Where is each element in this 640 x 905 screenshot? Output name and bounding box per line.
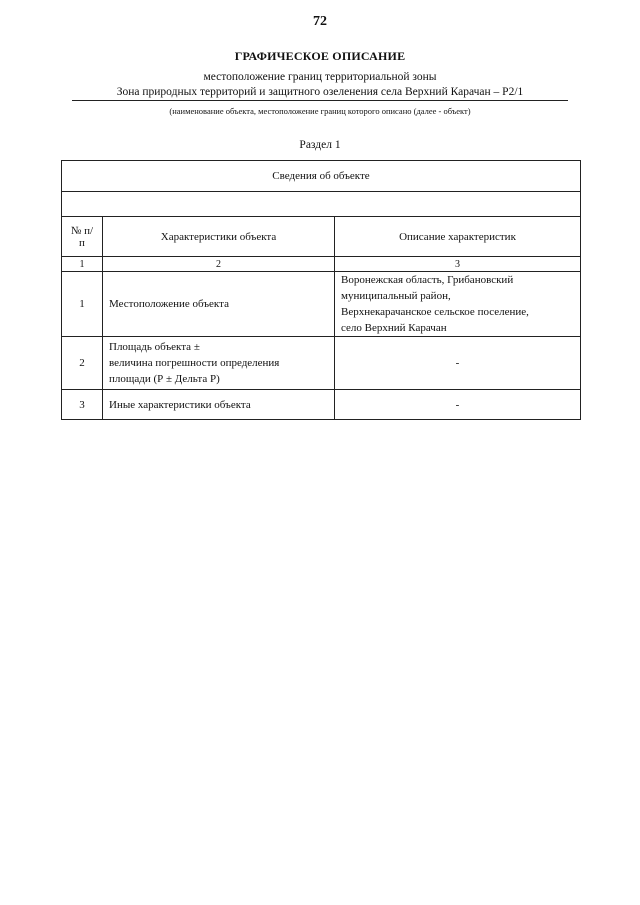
description-line: муниципальный район, bbox=[341, 290, 451, 302]
section-title: Раздел 1 bbox=[299, 139, 341, 151]
row-number: 3 bbox=[62, 390, 103, 420]
document-title: ГРАФИЧЕСКОЕ ОПИСАНИЕ bbox=[234, 49, 406, 63]
row-characteristic bbox=[103, 337, 335, 390]
description-line: Верхнекарачанское сельское поселение, bbox=[341, 306, 529, 318]
characteristic-line: площади (Р ± Дельта Р) bbox=[109, 373, 220, 385]
table-row bbox=[62, 390, 581, 420]
row-description bbox=[335, 272, 581, 337]
column-header-description: Описание характеристик bbox=[335, 217, 581, 257]
row-description: - bbox=[335, 390, 581, 420]
description-line: Воронежская область, Грибановский bbox=[341, 274, 514, 286]
characteristic-line: величина погрешности определения bbox=[109, 357, 280, 369]
row-number: 2 bbox=[62, 337, 103, 390]
object-name: Зона природных территорий и защитного озеленения села Верхний Карачан – Р2/1 bbox=[72, 86, 568, 101]
row-description: - bbox=[335, 337, 581, 390]
table-row bbox=[62, 272, 581, 337]
column-header-row bbox=[62, 217, 581, 257]
row-number: 1 bbox=[62, 272, 103, 337]
object-name-note: (наименование объекта, местоположение границ которого описано (далее - объект) bbox=[169, 106, 471, 116]
column-number-2: 2 bbox=[103, 257, 335, 272]
description-line: село Верхний Карачан bbox=[341, 322, 447, 334]
column-number-3: 3 bbox=[335, 257, 581, 272]
table-row bbox=[62, 337, 581, 390]
blank-cell bbox=[62, 192, 581, 217]
row-characteristic: Местоположение объекта bbox=[103, 272, 335, 337]
table-header-row bbox=[62, 161, 581, 192]
column-number-1: 1 bbox=[62, 257, 103, 272]
row-characteristic: Иные характеристики объекта bbox=[103, 390, 335, 420]
characteristic-line: Площадь объекта ± bbox=[109, 341, 200, 353]
column-header-characteristic: Характеристики объекта bbox=[103, 217, 335, 257]
column-number-row bbox=[62, 257, 581, 272]
object-info-table bbox=[61, 160, 581, 420]
column-header-number: № п/п bbox=[62, 217, 103, 257]
page-number: 72 bbox=[313, 14, 327, 29]
table-header: Сведения об объекте bbox=[62, 161, 581, 192]
document-subtitle: местоположение границ территориальной зоны bbox=[203, 71, 437, 83]
table-blank-row bbox=[62, 192, 581, 217]
